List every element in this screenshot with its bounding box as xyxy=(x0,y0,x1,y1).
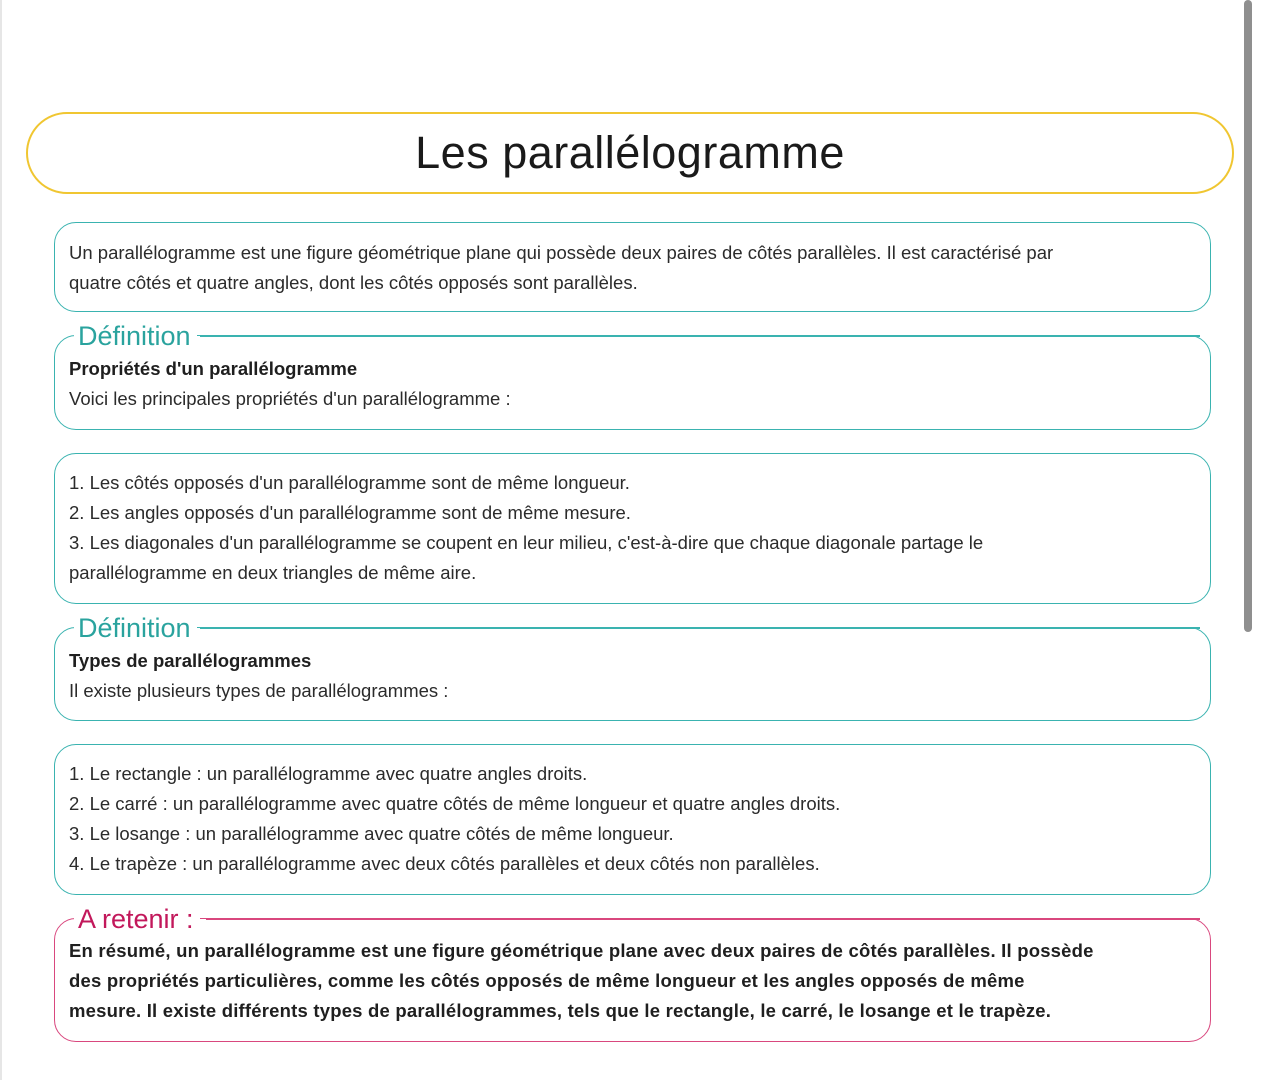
list-item: 3. Le losange : un parallélogramme avec quatre côtés de même longueur. xyxy=(69,823,674,844)
list-item: 2. Les angles opposés d'un parallélogramme sont de même mesure. xyxy=(69,502,631,523)
definition-heading: Types de parallélogrammes xyxy=(69,650,312,671)
intro-line: Un parallélogramme est une figure géométrique plane qui possède deux paires de côtés parallèles. Il est caractérisé par xyxy=(69,242,1054,263)
definition-text: Voici les principales propriétés d'un parallélogramme : xyxy=(69,388,511,409)
list-item: 1. Les côtés opposés d'un parallélogramme sont de même longueur. xyxy=(69,472,630,493)
page-title: Les parallélogramme xyxy=(415,127,845,178)
definition-label: Définition xyxy=(74,612,197,644)
summary-line: des propriétés particulières, comme les côtés opposés de même longueur et les angles opposés de même xyxy=(69,970,1025,991)
list-item: 4. Le trapèze : un parallélogramme avec deux côtés parallèles et deux côtés non parallèles. xyxy=(69,853,820,874)
retenir-box xyxy=(54,918,1211,1042)
definition-text: Il existe plusieurs types de parallélogrammes : xyxy=(69,680,449,701)
list-item: parallélogramme en deux triangles de même aire. xyxy=(69,562,477,583)
intro-line: quatre côtés et quatre angles, dont les côtés opposés sont parallèles. xyxy=(69,272,638,293)
definition-box-properties xyxy=(54,335,1211,430)
retenir-label: A retenir : xyxy=(74,903,200,935)
page-edge xyxy=(0,0,2,1080)
definition-rule xyxy=(200,335,1200,337)
scrollbar-thumb[interactable] xyxy=(1244,0,1252,632)
properties-list xyxy=(54,453,1211,604)
title-banner xyxy=(26,112,1234,194)
intro-box xyxy=(54,222,1211,312)
definition-heading: Propriétés d'un parallélogramme xyxy=(69,358,358,379)
definition-box-types xyxy=(54,627,1211,721)
retenir-rule xyxy=(206,918,1200,920)
scrollbar[interactable] xyxy=(1242,0,1254,1080)
summary-line: mesure. Il existe différents types de parallélogrammes, tels que le rectangle, le carré, le losange et le trapèze. xyxy=(69,1000,1052,1021)
list-item: 3. Les diagonales d'un parallélogramme se coupent en leur milieu, c'est-à-dire que chaque diagonale partage le xyxy=(69,532,984,553)
list-item: 2. Le carré : un parallélogramme avec quatre côtés de même longueur et quatre angles droits. xyxy=(69,793,841,814)
summary-line: En résumé, un parallélogramme est une figure géométrique plane avec deux paires de côtés parallèles. Il possède xyxy=(69,940,1094,961)
list-item: 1. Le rectangle : un parallélogramme avec quatre angles droits. xyxy=(69,763,588,784)
definition-rule xyxy=(200,627,1200,629)
types-list xyxy=(54,744,1211,895)
definition-label: Définition xyxy=(74,320,197,352)
